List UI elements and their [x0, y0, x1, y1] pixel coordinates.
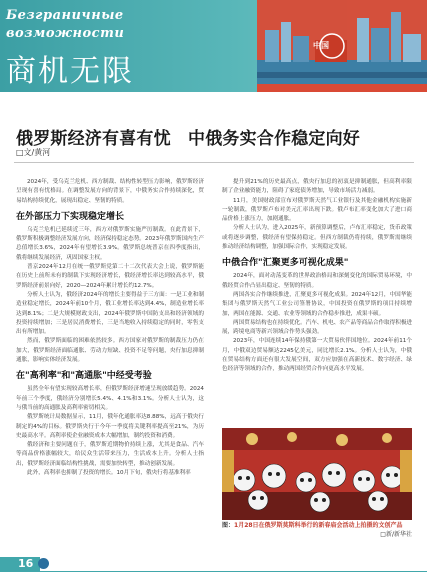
- paragraph: 然而，俄罗斯面临的困难依然较多。西方国家对俄罗斯的制裁压力仍在加大，俄罗斯经济面临通胀、劳动力短缺、投资不足等问题，央行加息抑制通胀，影响实体经济发展。: [16, 338, 204, 364]
- article-right-column: [222, 178, 412, 375]
- footer-rule: [0, 571, 427, 572]
- paragraph: 虽然全年有望实现较高增长率，但俄罗斯经济增速呈现放缓趋势。2024年前三个季度，俄经济分别增长5.4%、4.1%和3.1%。分析人士认为，这与俄当前的高通胀及高利率密切相关。: [16, 386, 204, 411]
- paragraph: 2024年，面对动荡变革的世界政治格局和深刻变化的国际贸易环境，中俄经贸合作凸显出稳定、坚韧的特质。: [222, 273, 412, 289]
- caption-text: 1月28日在俄罗斯莫斯科举行的新春庙会活动上拍摄的文创产品: [234, 522, 403, 529]
- paragraph: 俄罗斯统计局数据显示，11月，俄年化通胀率达8.88%，远高于俄央行制定的4%的目标。俄罗斯央行于今年一季度将关键利率提高至21%，为历史最高水平。高利率使企业融资成本大幅增加，制约投资和消费。: [16, 414, 204, 439]
- paragraph: 乌克兰危机已延续近三年，西方对俄罗斯实施严厉制裁。在此背景下，俄罗斯积极调整经济发展方向，经济保持稳定态势。2023年俄罗斯国内生产总值增长3.6%，2024年有望增长3.9%。俄罗斯总统普京在四季度指出，俄将继续发展经济，巩固国家主权。: [16, 226, 204, 261]
- banner-sign-text: 中国: [313, 41, 329, 50]
- article-left-column: [16, 178, 204, 478]
- caption-credit: □新/新华社: [380, 530, 412, 538]
- article-headline: 俄罗斯经济有喜有忧 中俄务实合作稳定向好: [16, 129, 360, 149]
- globe-icon: [38, 558, 49, 569]
- paragraph: 提升到21%的历史最高点，俄央行加息的初衷是抑制通胀，但高利率限制了企业融资能力，阻碍了家庭债务增加，导致市场活力减弱。: [222, 179, 412, 195]
- subheading-high-rates: 在"高利率"和"高通胀"中经受考验: [16, 371, 152, 382]
- paragraph: 分析人士认为，进入2025年，新预算调整后，卢布汇率稳定，货币政策或将逐步调整，俄经济有望保持稳定。但西方制裁仍将持续，俄罗斯需继续推动经济结构调整，加强国际合作，实现稳定发展。: [222, 225, 412, 251]
- paragraph: 两国贸易结构也在持续优化。汽车、机电、农产品等商品合作取得积极进展，跨境电商等新兴领域合作势头强劲。: [222, 319, 413, 336]
- page-number: 16: [18, 557, 34, 570]
- paragraph: 2024年，受乌克兰危机、西方制裁、结构性转型压力影响，俄罗斯经济呈现有喜有忧格局。在调整发展方向的背景下，中俄务实合作持续深化，贸易结构持续优化，展现出稳定、坚韧的特质。: [16, 179, 204, 204]
- photo-caption: [222, 522, 412, 539]
- paragraph: 普京2024年12月在统一俄罗斯党第二十二次代表大会上说，俄罗斯能在历史上前所未有的制裁下实现经济增长，俄经济增长率达到较高水平，俄罗斯经济前景向好，2020—2024年累计增长约12.7%。: [16, 264, 204, 289]
- subheading-china-russia-cooperation: 中俄合作"汇聚更多可视化成果": [222, 258, 349, 269]
- headline-divider: [14, 162, 414, 163]
- paragraph: 11月，美国财政部宣布对俄罗斯天然气工业银行及其他金融机构实施新一轮制裁，俄罗斯卢布对美元汇率出现下跌。俄卢布汇率变化加大了进口商品价格上涨压力，加剧通胀。: [222, 197, 412, 223]
- article-photo-panda-toys: [222, 428, 412, 520]
- banner-russian-line2: возможности: [6, 26, 125, 41]
- caption-camera-label: 图：: [222, 522, 235, 529]
- subheading-stable-growth: 在外部压力下实现稳定增长: [16, 211, 125, 222]
- banner-chinese-title: 商机无限: [6, 54, 134, 89]
- paragraph: 分析人士认为，俄经济2024年的增长主要得益于三方面：一是工业和制造业稳定增长，2024年前10个月，俄工业增长率达到4.4%，制造业增长率达到8.1%；二是大规模财政支出，2024年俄罗斯中国防支出和经济领域的投资持续增加；三是居民消费增长，三是当地收入持续稳定的同时，零售支出有所增加。: [16, 291, 204, 336]
- paragraph: 此外，高利率也抑制了投资的增长。10月下旬，俄央行将基准利率: [27, 470, 191, 477]
- article-byline: □文/黄河: [16, 148, 51, 157]
- paragraph: 两国各实合作继续推进，汇聚更多可视化成果。2024年12月，中国华能集团与俄罗斯天然气工业公司签署协议，中国投资在俄罗斯的项目持续增加，两国在能源、交通、农业等领域的合作稳步推进，成果丰硕。: [222, 291, 412, 317]
- paragraph: 2023年，中国连续14年保持俄第一大贸易伙伴国地位。2024年前11个月，中俄双边贸易额达2245亿美元，同比增长2.1%。分析人士认为，中俄在贸易结构方面还有很大发展空间，双方应加强在高新技术、数字经济、绿色经济等领域的合作，推动两国经贸合作向更高水平发展。: [222, 338, 412, 373]
- banner-russian-line1: Безграничные: [6, 8, 124, 23]
- banner-city-illustration: [257, 0, 427, 92]
- paragraph: 俄经济和主要问题在于，俄罗斯近期物价持续上涨，尤其是食品、汽车等商品价格涨幅较大，给民众生活带来压力，生活成本上升。分析人士指出，俄罗斯经济面临结构性挑战，需要加快转型，推动创新发展。: [16, 442, 204, 467]
- section-banner: [0, 0, 427, 92]
